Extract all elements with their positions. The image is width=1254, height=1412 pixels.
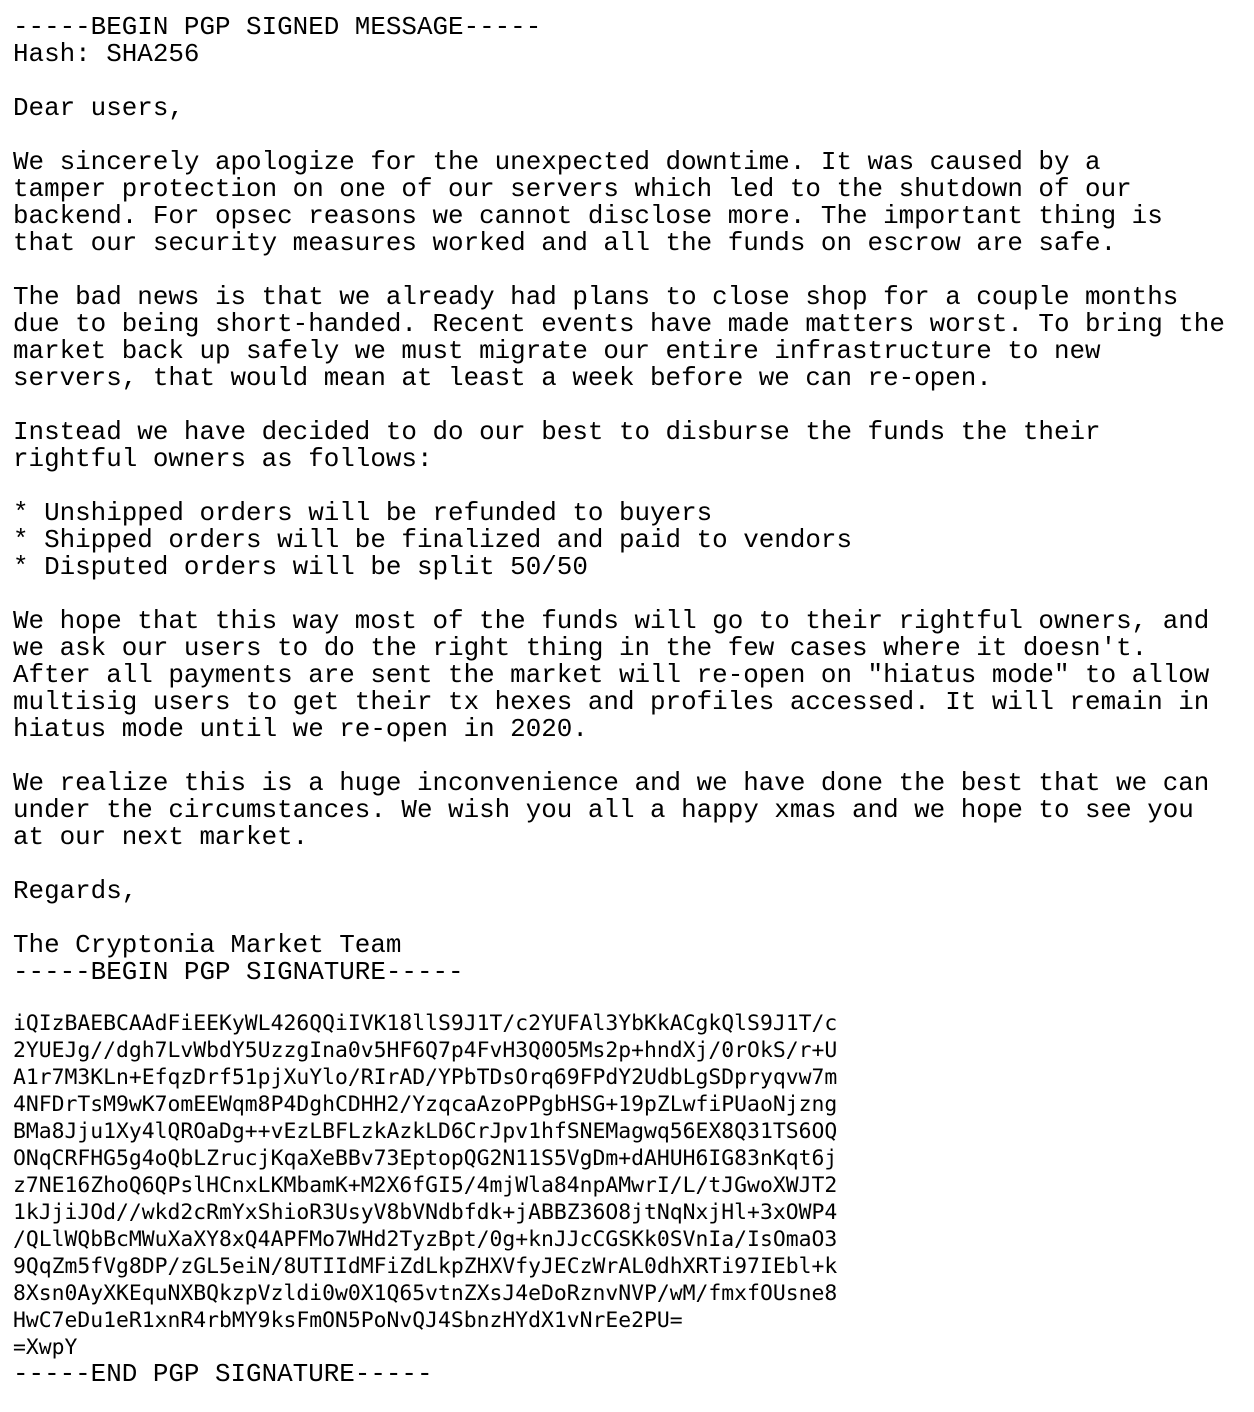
blank-line — [13, 473, 1251, 500]
signature-line: 1kJjiJOd//wkd2cRmYxShioR3UsyV8bVNdbfdk+jABBZ36O8jtNqNxjHl+3xOWP4 — [13, 1200, 838, 1225]
paragraph-bad-news — [13, 284, 1251, 392]
pgp-message-begin-header: -----BEGIN PGP SIGNED MESSAGE----- — [13, 12, 542, 42]
paragraph-line: backend. For opsec reasons we cannot disclose more. The important thing is — [13, 201, 1163, 231]
signer-team: The Cryptonia Market Team — [13, 930, 402, 960]
paragraph-line: rightful owners as follows: — [13, 444, 433, 474]
paragraph-line: hiatus mode until we re-open in 2020. — [13, 714, 588, 744]
greeting: Dear users, — [13, 93, 184, 123]
paragraph-line: multisig users to get their tx hexes and profiles accessed. It will remain in — [13, 687, 1210, 717]
signature-line: /QLlWQbBcMWuXaXY8xQ4APFMo7WHd2TyzBpt/0g+knJJcCGSKk0SVnIa/IsOmaO3 — [13, 1227, 838, 1252]
blank-line — [13, 743, 1251, 770]
signature-line: 2YUEJg//dgh7LvWbdY5UzzgIna0v5HF6Q7p4FvH3Q0O5Ms2p+hndXj/0rOkS/r+U — [13, 1038, 838, 1063]
pgp-signature-end-header: -----END PGP SIGNATURE----- — [13, 1359, 433, 1389]
blank-line — [13, 257, 1251, 284]
blank-line — [13, 392, 1251, 419]
paragraph-line: due to being short-handed. Recent events have made matters worst. To bring the — [13, 309, 1225, 339]
paragraph-line: After all payments are sent the market will re-open on "hiatus mode" to allow — [13, 660, 1210, 690]
pgp-document — [13, 14, 1251, 1388]
signature-line: 8Xsn0AyXKEquNXBQkzpVzldi0w0X1Q65vtnZXsJ4eDoRznvNVP/wM/fmxfOUsne8 — [13, 1281, 838, 1306]
blank-line — [13, 986, 1251, 1010]
pgp-signature-block — [13, 1010, 1251, 1361]
pgp-signature-begin-header: -----BEGIN PGP SIGNATURE----- — [13, 957, 464, 987]
blank-line — [13, 581, 1251, 608]
paragraph-line: tamper protection on one of our servers which led to the shutdown of our — [13, 174, 1132, 204]
bullet-item: * Unshipped orders will be refunded to buyers — [13, 498, 713, 528]
blank-line — [13, 68, 1251, 95]
signature-line: 9QqZm5fVg8DP/zGL5eiN/8UTIIdMFiZdLkpZHXVfyJECzWrAL0dhXRTi97IEbl+k — [13, 1254, 838, 1279]
paragraph-line: at our next market. — [13, 822, 309, 852]
paragraph-apology — [13, 149, 1251, 257]
signature-line: A1r7M3KLn+EfqzDrf51pjXuYlo/RIrAD/YPbTDsOrq69FPdY2UdbLgSDpryqvw7m — [13, 1065, 838, 1090]
paragraph-hope — [13, 608, 1251, 743]
signature-checksum: =XwpY — [13, 1335, 78, 1360]
paragraph-line: under the circumstances. We wish you all a happy xmas and we hope to see you — [13, 795, 1194, 825]
blank-line — [13, 851, 1251, 878]
blank-line — [13, 905, 1251, 932]
paragraph-line: We sincerely apologize for the unexpected downtime. It was caused by a — [13, 147, 1101, 177]
paragraph-disbursement — [13, 419, 1251, 473]
paragraph-line: Instead we have decided to do our best to disburse the funds the their — [13, 417, 1101, 447]
regards: Regards, — [13, 876, 138, 906]
signature-line: ONqCRFHG5g4oQbLZrucjKqaXeBBv73EptopQG2N11S5VgDm+dAHUH6IG83nKqt6j — [13, 1146, 838, 1171]
blank-line — [13, 122, 1251, 149]
paragraph-line: The bad news is that we already had plans to close shop for a couple months — [13, 282, 1179, 312]
paragraph-line: servers, that would mean at least a week before we can re-open. — [13, 363, 992, 393]
paragraph-line: We realize this is a huge inconvenience and we have done the best that we can — [13, 768, 1210, 798]
signature-line: 4NFDrTsM9wK7omEEWqm8P4DghCDHH2/YzqcaAzoPPgbHSG+19pZLwfiPUaoNjzng — [13, 1092, 838, 1117]
hash-line: Hash: SHA256 — [13, 39, 200, 69]
paragraph-line: market back up safely we must migrate our entire infrastructure to new — [13, 336, 1101, 366]
signature-line: BMa8Jju1Xy4lQROaDg++vEzLBFLzkAzkLD6CrJpv1hfSNEMagwq56EX8Q31TS6OQ — [13, 1119, 838, 1144]
signature-line: iQIzBAEBCAAdFiEEKyWL426QQiIVK18llS9J1T/c2YUFAl3YbKkACgkQlS9J1T/c — [13, 1011, 838, 1036]
paragraph-closing — [13, 770, 1251, 851]
paragraph-line: that our security measures worked and all the funds on escrow are safe. — [13, 228, 1117, 258]
bullet-item: * Shipped orders will be finalized and paid to vendors — [13, 525, 852, 555]
bullet-item: * Disputed orders will be split 50/50 — [13, 552, 588, 582]
signature-line: HwC7eDu1eR1xnR4rbMY9ksFmON5PoNvQJ4SbnzHYdX1vNrEe2PU= — [13, 1308, 683, 1333]
signature-line: z7NE16ZhoQ6QPslHCnxLKMbamK+M2X6fGI5/4mjWla84npAMwrI/L/tJGwoXWJT2 — [13, 1173, 838, 1198]
paragraph-line: we ask our users to do the right thing in the few cases where it doesn't. — [13, 633, 1148, 663]
paragraph-line: We hope that this way most of the funds will go to their rightful owners, and — [13, 606, 1210, 636]
bullet-list — [13, 500, 1251, 581]
